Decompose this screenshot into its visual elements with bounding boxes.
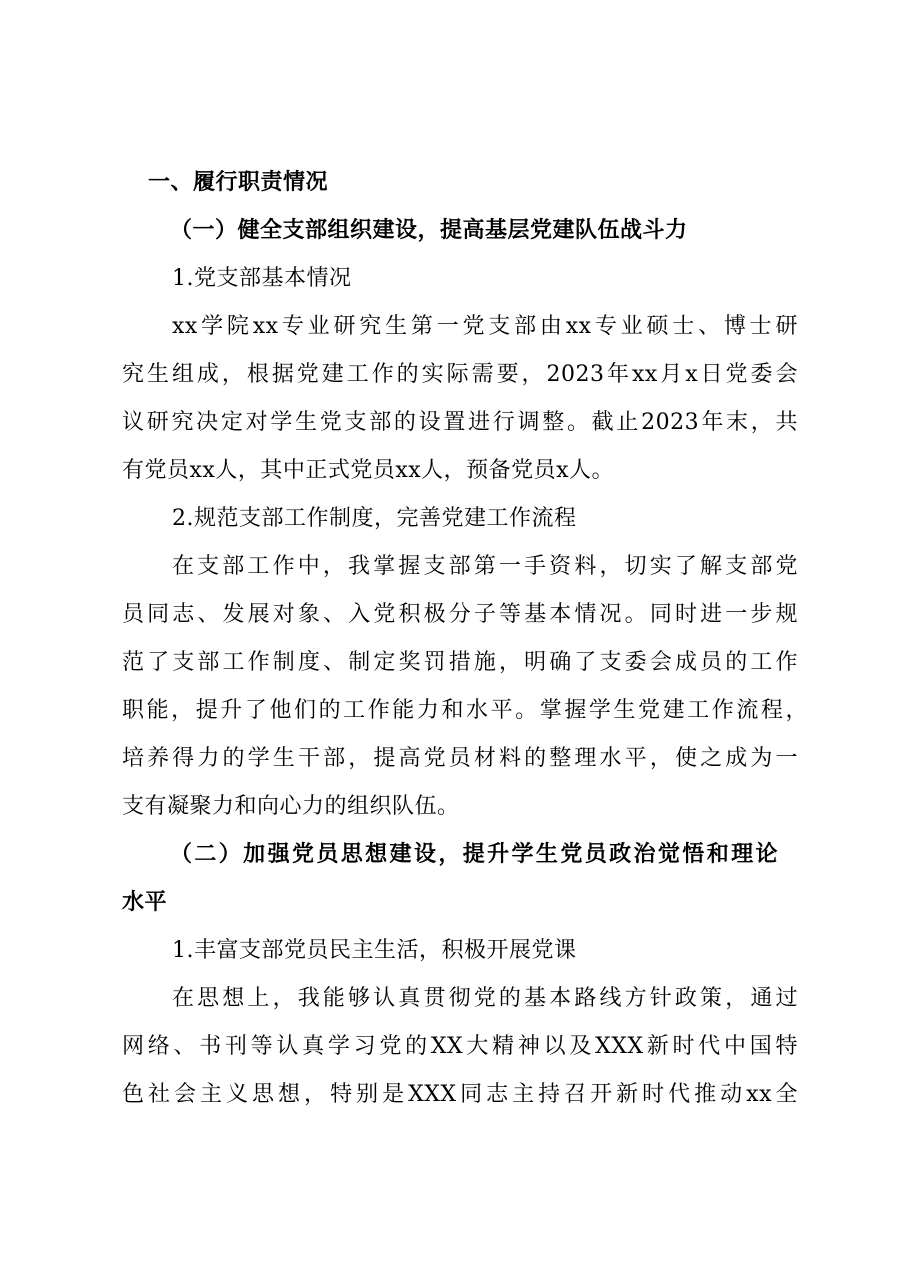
paragraph-line: 员同志、发展对象、入党积极分子等基本情况。同时进一步规 [122, 602, 798, 627]
paragraph-line: 在支部工作中，我掌握支部第一手资料，切实了解支部党 [172, 554, 798, 579]
paragraph-line: 议研究决定对学生党支部的设置进行调整。截止2023年末，共 [122, 410, 798, 435]
item-heading: 1.党支部基本情况 [172, 266, 352, 291]
subsection-heading: （一）健全支部组织建设，提高基层党建队伍战斗力 [170, 218, 688, 243]
paragraph-line: 培养得力的学生干部，提高党员材料的整理水平，使之成为一 [122, 746, 798, 771]
paragraph-line: 职能，提升了他们的工作能力和水平。掌握学生党建工作流程， [122, 698, 808, 723]
section-heading: 一、履行职责情况 [148, 170, 329, 195]
paragraph-line: 支有凝聚力和向心力的组织队伍。 [122, 794, 460, 819]
item-heading: 1.丰富支部党员民主生活，积极开展党课 [172, 938, 577, 963]
paragraph-line: 网络、书刊等认真学习党的XX大精神以及XXX新时代中国特 [122, 1034, 798, 1059]
paragraph-line: 有党员xx人，其中正式党员xx人，预备党员x人。 [122, 458, 615, 483]
item-heading: 2.规范支部工作制度，完善党建工作流程 [172, 506, 577, 531]
paragraph-line: 在思想上，我能够认真贯彻党的基本路线方针政策，通过 [172, 986, 798, 1011]
paragraph-line: 究生组成，根据党建工作的实际需要，2023年xx月x日党委会 [122, 362, 798, 387]
paragraph-line: 色社会主义思想，特别是XXX同志主持召开新时代推动xx全 [122, 1082, 798, 1107]
paragraph-line: 范了支部工作制度、制定奖罚措施，明确了支委会成员的工作 [122, 650, 798, 675]
subsection-heading: （二）加强党员思想建设，提升学生党员政治觉悟和理论 [170, 842, 778, 867]
paragraph-line: xx学院xx专业研究生第一党支部由xx专业硕士、博士研 [172, 314, 798, 339]
subsection-heading: 水平 [122, 890, 168, 915]
